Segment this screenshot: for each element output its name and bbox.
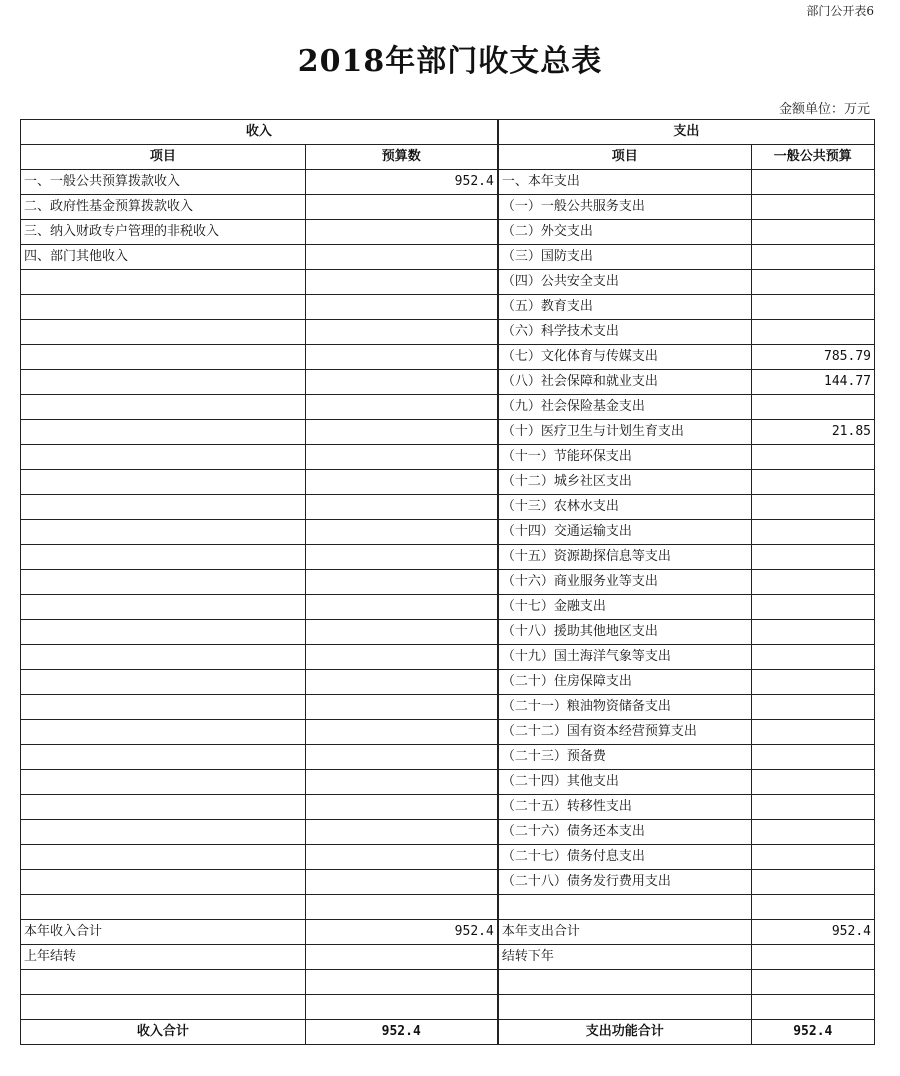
exp-value-cell bbox=[751, 545, 874, 570]
income-value-cell bbox=[305, 270, 497, 295]
income-item-cell bbox=[21, 495, 306, 520]
exp-item-cell: （三）国防支出 bbox=[498, 245, 751, 270]
income-item-cell bbox=[21, 745, 306, 770]
income-item-cell bbox=[21, 845, 306, 870]
table-row bbox=[21, 395, 875, 420]
income-value-cell bbox=[305, 245, 497, 270]
exp-value-cell bbox=[751, 645, 874, 670]
form-number: 部门公开表6 bbox=[806, 4, 874, 18]
income-item-cell bbox=[21, 570, 306, 595]
income-total-label: 收入合计 bbox=[21, 1020, 306, 1045]
exp-item-cell: （十八）援助其他地区支出 bbox=[498, 620, 751, 645]
exp-item-cell: （十七）金融支出 bbox=[498, 595, 751, 620]
exp-value-cell bbox=[751, 170, 874, 195]
income-item-cell bbox=[21, 445, 306, 470]
exp-item-cell: （五）教育支出 bbox=[498, 295, 751, 320]
exp-item-cell: （二十三）预备费 bbox=[498, 745, 751, 770]
exp-value-cell bbox=[751, 695, 874, 720]
exp-item-cell: （二十五）转移性支出 bbox=[498, 795, 751, 820]
exp-total-value: 952.4 bbox=[751, 1020, 874, 1045]
table-row bbox=[21, 795, 875, 820]
exp-budget-header: 一般公共预算 bbox=[751, 145, 874, 170]
exp-value-cell bbox=[751, 445, 874, 470]
exp-value-cell bbox=[751, 495, 874, 520]
exp-item-cell: （二十一）粮油物资储备支出 bbox=[498, 695, 751, 720]
income-value-cell bbox=[305, 195, 497, 220]
income-value-cell bbox=[305, 545, 497, 570]
exp-item-cell: （十五）资源勘探信息等支出 bbox=[498, 545, 751, 570]
income-item-cell bbox=[21, 470, 306, 495]
table-row bbox=[21, 695, 875, 720]
table-row bbox=[21, 345, 875, 370]
exp-value-cell: 952.4 bbox=[751, 920, 874, 945]
income-item-cell: 一、一般公共预算拨款收入 bbox=[21, 170, 306, 195]
exp-item-cell: （六）科学技术支出 bbox=[498, 320, 751, 345]
table-row bbox=[21, 670, 875, 695]
income-total-value: 952.4 bbox=[305, 1020, 497, 1045]
column-header-row bbox=[21, 145, 875, 170]
income-value-cell bbox=[305, 295, 497, 320]
income-item-cell bbox=[21, 370, 306, 395]
table-row bbox=[21, 645, 875, 670]
exp-item-cell: （十）医疗卫生与计划生育支出 bbox=[498, 420, 751, 445]
exp-value-cell bbox=[751, 195, 874, 220]
budget-table bbox=[20, 119, 875, 1045]
income-item-cell bbox=[21, 620, 306, 645]
section-header-row bbox=[21, 120, 875, 145]
table-row bbox=[21, 445, 875, 470]
income-value-cell bbox=[305, 320, 497, 345]
table-row bbox=[21, 745, 875, 770]
exp-value-cell bbox=[751, 870, 874, 895]
income-value-cell: 952.4 bbox=[305, 170, 497, 195]
exp-value-cell: 144.77 bbox=[751, 370, 874, 395]
income-item-cell bbox=[21, 270, 306, 295]
table-row bbox=[21, 170, 875, 195]
income-value-cell bbox=[305, 995, 497, 1020]
table-row bbox=[21, 370, 875, 395]
exp-item-cell: 本年支出合计 bbox=[498, 920, 751, 945]
income-item-cell: 二、政府性基金预算拨款收入 bbox=[21, 195, 306, 220]
income-item-cell bbox=[21, 695, 306, 720]
income-item-cell bbox=[21, 820, 306, 845]
table-row bbox=[21, 270, 875, 295]
exp-total-label: 支出功能合计 bbox=[498, 1020, 751, 1045]
income-item-cell bbox=[21, 320, 306, 345]
exp-item-header: 项目 bbox=[498, 145, 751, 170]
amount-unit: 金额单位：万元 bbox=[778, 102, 870, 117]
income-item-cell bbox=[21, 970, 306, 995]
income-budget-header: 预算数 bbox=[305, 145, 497, 170]
table-row bbox=[21, 770, 875, 795]
table-row bbox=[21, 870, 875, 895]
exp-item-cell bbox=[498, 970, 751, 995]
income-item-cell bbox=[21, 420, 306, 445]
income-item-header: 项目 bbox=[21, 145, 306, 170]
income-section-header: 收入 bbox=[21, 120, 498, 145]
income-value-cell bbox=[305, 420, 497, 445]
expenditure-section-header: 支出 bbox=[498, 120, 874, 145]
income-value-cell bbox=[305, 495, 497, 520]
income-value-cell bbox=[305, 470, 497, 495]
table-row bbox=[21, 470, 875, 495]
exp-item-cell: （九）社会保险基金支出 bbox=[498, 395, 751, 420]
page-title: 2018年部门收支总表 bbox=[297, 44, 603, 79]
income-item-cell bbox=[21, 395, 306, 420]
exp-item-cell: （八）社会保障和就业支出 bbox=[498, 370, 751, 395]
exp-value-cell bbox=[751, 970, 874, 995]
exp-value-cell bbox=[751, 895, 874, 920]
exp-value-cell bbox=[751, 320, 874, 345]
table-row bbox=[21, 945, 875, 970]
income-value-cell bbox=[305, 345, 497, 370]
income-item-cell bbox=[21, 895, 306, 920]
income-item-cell bbox=[21, 795, 306, 820]
exp-value-cell bbox=[751, 470, 874, 495]
income-value-cell bbox=[305, 895, 497, 920]
income-item-cell bbox=[21, 595, 306, 620]
income-item-cell bbox=[21, 995, 306, 1020]
exp-value-cell bbox=[751, 770, 874, 795]
exp-item-cell: （二十六）债务还本支出 bbox=[498, 820, 751, 845]
exp-value-cell bbox=[751, 945, 874, 970]
table-row bbox=[21, 320, 875, 345]
exp-item-cell: 结转下年 bbox=[498, 945, 751, 970]
exp-item-cell: （四）公共安全支出 bbox=[498, 270, 751, 295]
exp-item-cell: 一、本年支出 bbox=[498, 170, 751, 195]
exp-item-cell: （一）一般公共服务支出 bbox=[498, 195, 751, 220]
exp-value-cell bbox=[751, 820, 874, 845]
exp-value-cell bbox=[751, 720, 874, 745]
income-value-cell bbox=[305, 370, 497, 395]
exp-value-cell bbox=[751, 245, 874, 270]
exp-value-cell: 785.79 bbox=[751, 345, 874, 370]
income-item-cell bbox=[21, 295, 306, 320]
income-value-cell bbox=[305, 820, 497, 845]
exp-value-cell bbox=[751, 520, 874, 545]
income-item-cell bbox=[21, 670, 306, 695]
exp-value-cell bbox=[751, 295, 874, 320]
exp-item-cell: （十二）城乡社区支出 bbox=[498, 470, 751, 495]
table-row bbox=[21, 195, 875, 220]
income-value-cell bbox=[305, 795, 497, 820]
exp-value-cell bbox=[751, 395, 874, 420]
income-item-cell bbox=[21, 870, 306, 895]
exp-item-cell: （十六）商业服务业等支出 bbox=[498, 570, 751, 595]
exp-item-cell: （二十七）债务付息支出 bbox=[498, 845, 751, 870]
table-row bbox=[21, 495, 875, 520]
income-value-cell: 952.4 bbox=[305, 920, 497, 945]
income-value-cell bbox=[305, 845, 497, 870]
exp-item-cell: （十九）国土海洋气象等支出 bbox=[498, 645, 751, 670]
table-row bbox=[21, 595, 875, 620]
table-row bbox=[21, 420, 875, 445]
income-item-cell bbox=[21, 545, 306, 570]
income-item-cell bbox=[21, 645, 306, 670]
exp-item-cell: （十一）节能环保支出 bbox=[498, 445, 751, 470]
exp-value-cell bbox=[751, 670, 874, 695]
income-value-cell bbox=[305, 945, 497, 970]
table-row bbox=[21, 895, 875, 920]
exp-item-cell: （二十四）其他支出 bbox=[498, 770, 751, 795]
income-item-cell bbox=[21, 345, 306, 370]
income-item-cell bbox=[21, 770, 306, 795]
income-value-cell bbox=[305, 645, 497, 670]
exp-value-cell bbox=[751, 220, 874, 245]
table-row bbox=[21, 920, 875, 945]
income-item-cell: 三、纳入财政专户管理的非税收入 bbox=[21, 220, 306, 245]
table-row bbox=[21, 570, 875, 595]
income-item-cell bbox=[21, 520, 306, 545]
exp-item-cell: （二十）住房保障支出 bbox=[498, 670, 751, 695]
exp-item-cell: （十三）农林水支出 bbox=[498, 495, 751, 520]
exp-value-cell bbox=[751, 595, 874, 620]
income-value-cell bbox=[305, 595, 497, 620]
income-value-cell bbox=[305, 745, 497, 770]
totals-row bbox=[21, 1020, 875, 1045]
income-value-cell bbox=[305, 220, 497, 245]
table-row bbox=[21, 220, 875, 245]
income-value-cell bbox=[305, 970, 497, 995]
income-value-cell bbox=[305, 445, 497, 470]
income-value-cell bbox=[305, 720, 497, 745]
income-item-cell: 本年收入合计 bbox=[21, 920, 306, 945]
table-row bbox=[21, 520, 875, 545]
income-value-cell bbox=[305, 870, 497, 895]
exp-value-cell bbox=[751, 795, 874, 820]
table-row bbox=[21, 245, 875, 270]
income-item-cell bbox=[21, 720, 306, 745]
table-row bbox=[21, 995, 875, 1020]
exp-value-cell bbox=[751, 745, 874, 770]
exp-item-cell: （二）外交支出 bbox=[498, 220, 751, 245]
income-value-cell bbox=[305, 520, 497, 545]
exp-value-cell bbox=[751, 620, 874, 645]
exp-item-cell: （十四）交通运输支出 bbox=[498, 520, 751, 545]
exp-item-cell: （二十二）国有资本经营预算支出 bbox=[498, 720, 751, 745]
exp-item-cell: （七）文化体育与传媒支出 bbox=[498, 345, 751, 370]
income-value-cell bbox=[305, 670, 497, 695]
exp-value-cell bbox=[751, 270, 874, 295]
table-row bbox=[21, 845, 875, 870]
income-item-cell: 上年结转 bbox=[21, 945, 306, 970]
exp-item-cell: （二十八）债务发行费用支出 bbox=[498, 870, 751, 895]
income-item-cell: 四、部门其他收入 bbox=[21, 245, 306, 270]
table-row bbox=[21, 620, 875, 645]
income-value-cell bbox=[305, 570, 497, 595]
exp-item-cell bbox=[498, 895, 751, 920]
exp-value-cell bbox=[751, 845, 874, 870]
income-value-cell bbox=[305, 695, 497, 720]
budget-table-container bbox=[20, 119, 875, 1045]
table-row bbox=[21, 970, 875, 995]
exp-value-cell: 21.85 bbox=[751, 420, 874, 445]
exp-value-cell bbox=[751, 570, 874, 595]
exp-value-cell bbox=[751, 995, 874, 1020]
income-value-cell bbox=[305, 770, 497, 795]
table-row bbox=[21, 295, 875, 320]
income-value-cell bbox=[305, 395, 497, 420]
income-value-cell bbox=[305, 620, 497, 645]
table-row bbox=[21, 545, 875, 570]
table-row bbox=[21, 720, 875, 745]
exp-item-cell bbox=[498, 995, 751, 1020]
table-row bbox=[21, 820, 875, 845]
